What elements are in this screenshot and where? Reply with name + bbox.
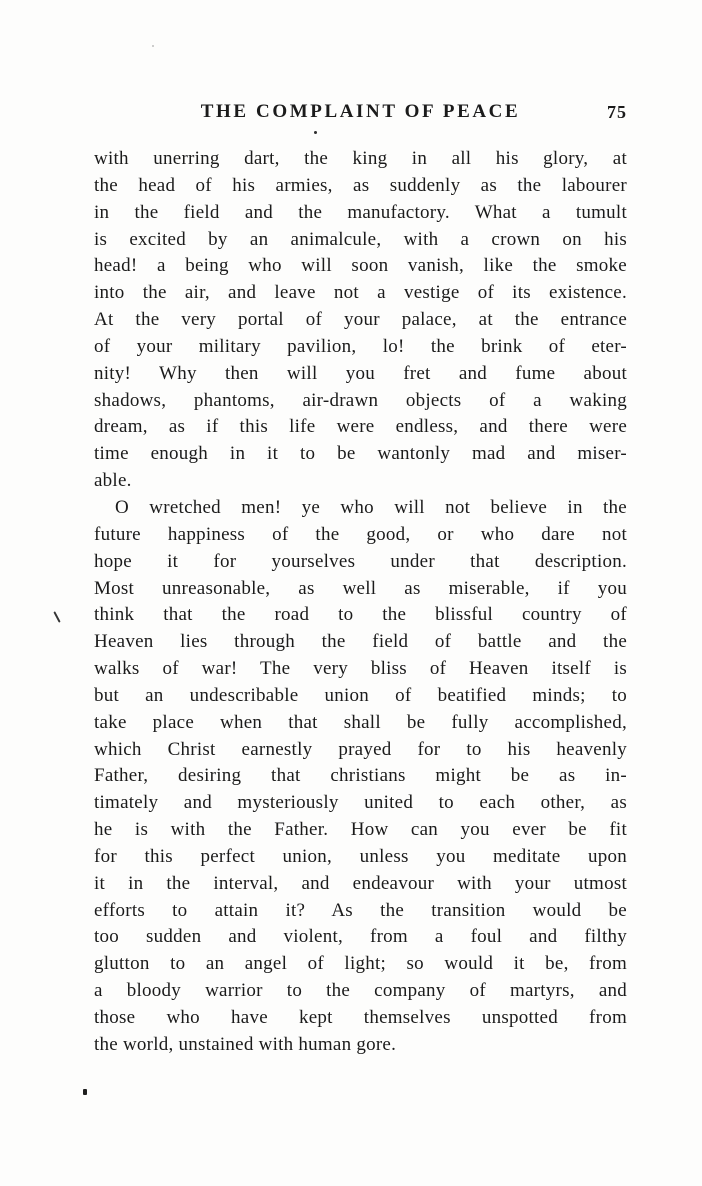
text-line: those who have kept themselves unspotted from bbox=[94, 1007, 627, 1028]
text-line: but an undescribable union of beatified minds; to bbox=[94, 684, 627, 706]
text-line: is excited by an animalcule, with a crown on his bbox=[94, 228, 627, 250]
text-line: timately and mysteriously united to each other, as bbox=[94, 792, 627, 814]
text-line: shadows, phantoms, air-drawn objects of a waking bbox=[94, 389, 627, 411]
text-line: able. bbox=[94, 470, 132, 492]
text-line: too sudden and violent, from a foul and filthy bbox=[94, 926, 627, 948]
text-line: dream, as if this life were endless, and there were bbox=[94, 416, 627, 438]
body-text bbox=[94, 146, 627, 1059]
text-line: a bloody warrior to the company of martyrs, and bbox=[94, 980, 627, 1002]
text-line: future happiness of the good, or who dare not bbox=[94, 523, 627, 545]
text-line: the head of his armies, as suddenly as the labourer bbox=[94, 174, 627, 196]
text-line: glutton to an angel of light; so would it be, from bbox=[94, 953, 627, 975]
text-line: take place when that shall be fully accomplished, bbox=[94, 711, 627, 733]
text-line: in the field and the manufactory. What a tumult bbox=[94, 201, 627, 223]
text-line: time enough in it to be wantonly mad and miser- bbox=[94, 443, 627, 465]
text-line: Most unreasonable, as well as miserable, if you bbox=[94, 577, 627, 599]
text-line: with unerring dart, the king in all his glory, at bbox=[94, 148, 627, 169]
text-line: for this perfect union, unless you meditate upon bbox=[94, 845, 627, 867]
ink-speck bbox=[83, 1089, 87, 1095]
text-line: efforts to attain it? As the transition would be bbox=[94, 899, 627, 921]
text-line: of your military pavilion, lo! the brink of eter- bbox=[94, 335, 627, 357]
text-line: Heaven lies through the field of battle and the bbox=[94, 631, 627, 653]
text-line: walks of war! The very bliss of Heaven itself is bbox=[94, 658, 627, 680]
text-line: he is with the Father. How can you ever be fit bbox=[94, 819, 627, 841]
page-header bbox=[94, 101, 627, 129]
text-line: Father, desiring that christians might be as in- bbox=[94, 765, 627, 787]
text-line: think that the road to the blissful country of bbox=[94, 604, 627, 626]
page-number: 75 bbox=[607, 102, 627, 122]
text-line: At the very portal of your palace, at the entrance bbox=[94, 309, 627, 331]
text-line: nity! Why then will you fret and fume about bbox=[94, 362, 627, 384]
ink-speck bbox=[314, 131, 317, 134]
text-line: the world, unstained with human gore. bbox=[94, 1033, 397, 1055]
text-line: it in the interval, and endeavour with your utmost bbox=[94, 872, 627, 894]
text-line: into the air, and leave not a vestige of its existence. bbox=[94, 282, 627, 304]
page-title: THE COMPLAINT OF PEACE bbox=[200, 101, 521, 122]
margin-ink-mark bbox=[53, 611, 60, 623]
text-line: which Christ earnestly prayed for to his heavenly bbox=[94, 738, 627, 760]
text-line: O wretched men! ye who will not believe in the bbox=[115, 496, 627, 518]
text-line: hope it for yourselves under that description. bbox=[94, 550, 627, 572]
ink-speck bbox=[152, 45, 154, 47]
text-line: head! a being who will soon vanish, like the smoke bbox=[94, 255, 627, 277]
